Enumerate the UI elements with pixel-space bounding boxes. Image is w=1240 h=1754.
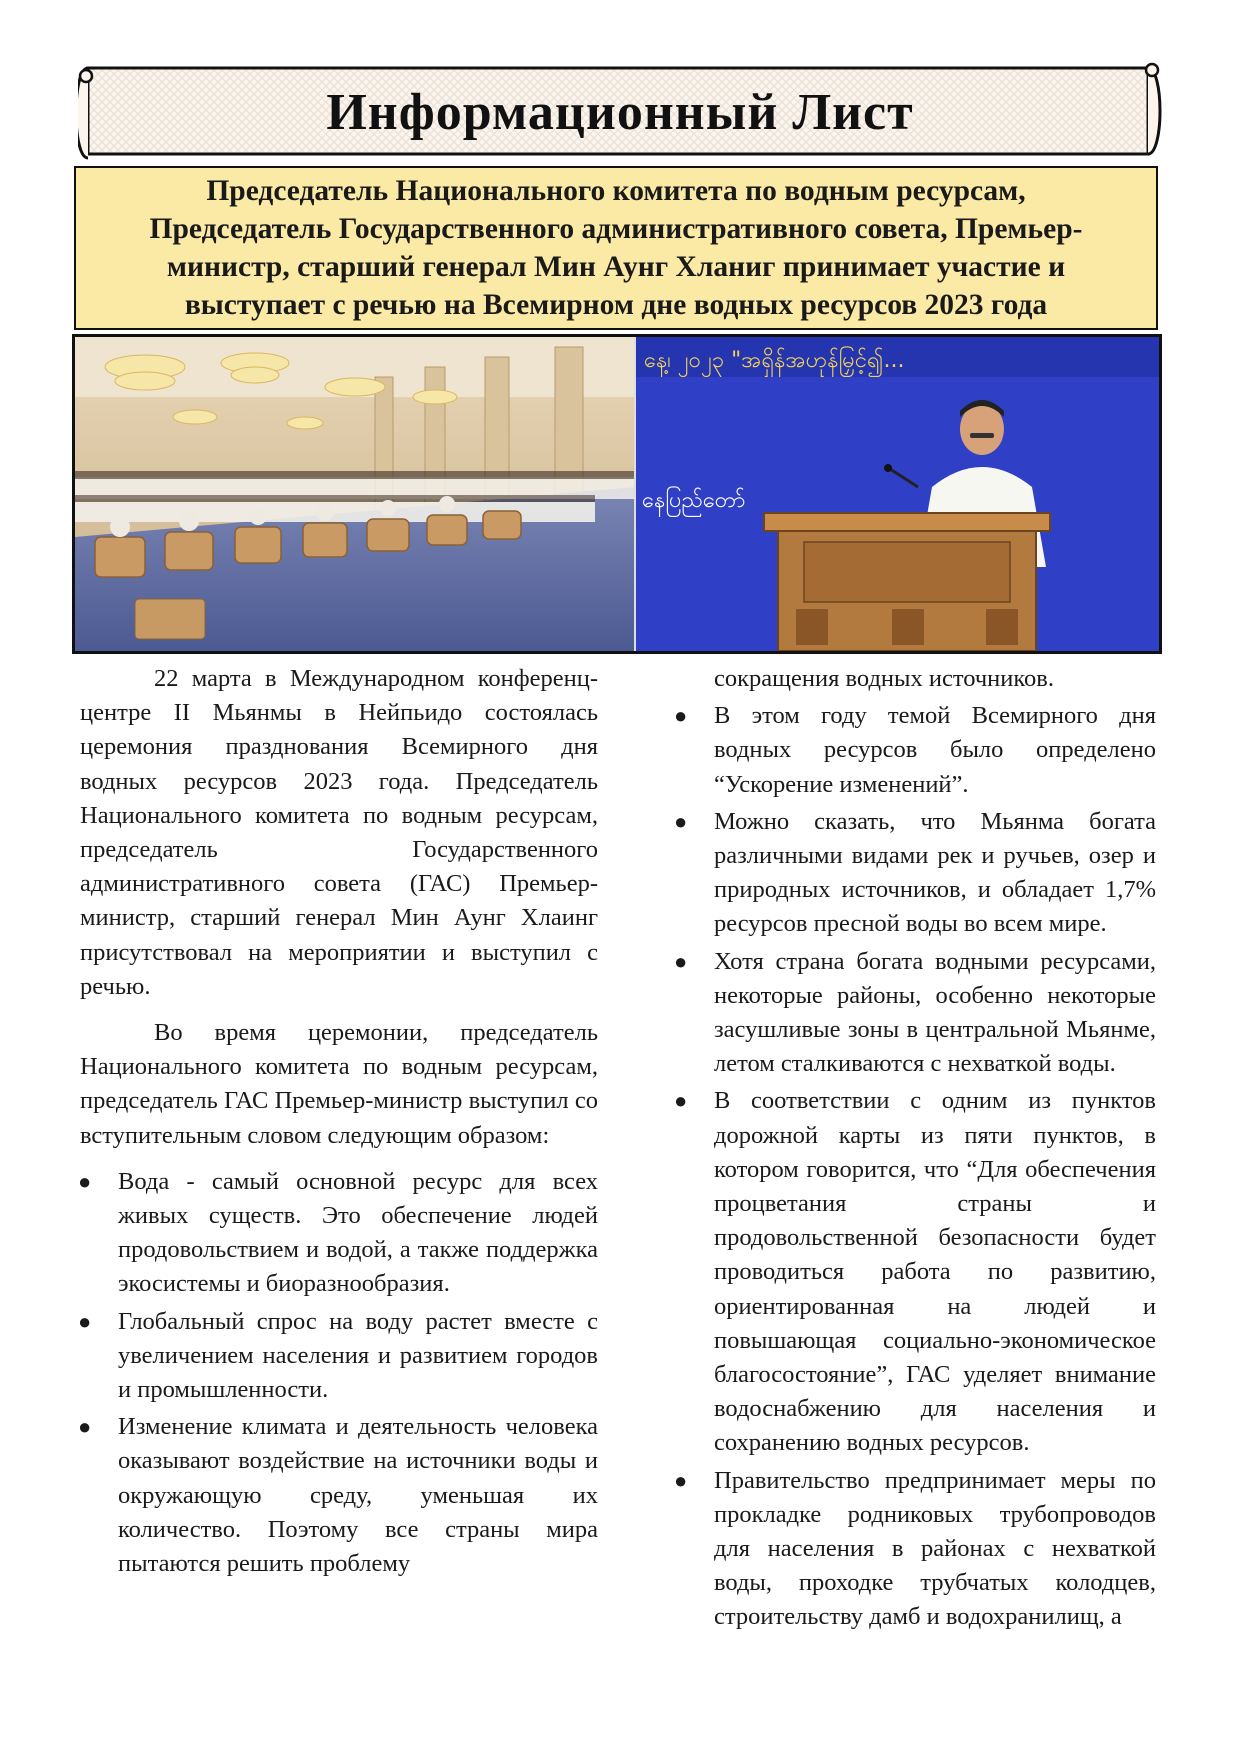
list-item	[676, 945, 1156, 1082]
paragraph: Во время церемонии, председатель Национального комитета по водным ресурсам, председатель ГАС Премьер-министр выступил со вступительным словом следующим образом:	[80, 1019, 598, 1149]
headline-line: министр, старший генерал Мин Аунг Хланиг принимает участие и	[166, 251, 1066, 283]
bullet-icon: ●	[674, 1467, 688, 1493]
title-banner	[78, 62, 1162, 162]
speaker-podium-photo	[634, 337, 1159, 651]
bullet-icon: ●	[78, 1308, 92, 1334]
photo-strip	[72, 334, 1162, 654]
list-item	[676, 1084, 1156, 1460]
list-item-text: В этом году темой Всемирного дня водных ресурсов было определено “Ускорение изменений”.	[714, 702, 1156, 798]
list-item-text: Изменение климата и деятельность человека оказывают воздействие на источники воды и окружающую среду, уменьшая их количество. Поэтому все страны мира пытаются решить проблему	[118, 1413, 598, 1578]
right-text-column	[676, 662, 1156, 1638]
list-item	[80, 1165, 598, 1302]
headline-line: Председатель Национального комитета по водным ресурсам,	[206, 175, 1026, 207]
list-item-text: Глобальный спрос на воду растет вместе с увеличением населения и развитием городов и промышленности.	[118, 1307, 598, 1404]
wall-script-text: နေပြည်တော်	[641, 488, 746, 513]
list-item	[80, 1305, 598, 1408]
bullet-icon: ●	[78, 1414, 92, 1440]
list-item-continuation	[676, 662, 1156, 696]
list-item-text: сокращения водных источников.	[714, 665, 1054, 692]
banner-script-text: နေ့၊ ၂၀၂၃ "အရှိန်အဟုန်မြှင့်၍...	[643, 348, 905, 373]
bullet-icon: ●	[674, 948, 688, 974]
page-title: Информационный Лист	[326, 83, 914, 141]
list-item	[80, 1410, 598, 1581]
list-item	[676, 805, 1156, 942]
headline-box	[74, 166, 1158, 330]
bullet-list	[80, 1165, 598, 1581]
list-item-text: Можно сказать, что Мьянма богата различными видами рек и ручьев, озер и природных источников, и обладает 1,7% ресурсов пресной воды во всем мире.	[714, 807, 1156, 938]
headline-text	[120, 172, 1113, 324]
headline-line: выступает с речью на Всемирном дне водных ресурсов 2023 года	[184, 289, 1048, 321]
bullet-icon: ●	[674, 703, 688, 729]
list-item	[676, 699, 1156, 802]
list-item-text: Правительство предпринимает меры по прокладке родниковых трубопроводов для населения в районах с нехваткой воды, проходке трубчатых колодцев, строительству дамб и водохранилищ, а	[714, 1466, 1156, 1631]
list-item	[676, 1464, 1156, 1635]
conference-hall-photo	[75, 337, 634, 651]
list-item-text: Вода - самый основной ресурс для всех живых существ. Это обеспечение людей продовольствием и водой, а также поддержка экосистемы и биоразнообразия.	[118, 1167, 598, 1298]
bullet-icon: ●	[674, 808, 688, 834]
list-item-text: Хотя страна богата водными ресурсами, некоторые районы, особенно некоторые засушливые зоны в центральной Мьянме, летом сталкиваются с нехваткой воды.	[714, 947, 1156, 1078]
bullet-icon: ●	[674, 1088, 688, 1114]
bullet-list	[676, 662, 1156, 1635]
list-item-text: В соответствии с одним из пунктов дорожной карты из пяти пунктов, в котором говорится, что “Для обеспечения процветания страны и продовольственной безопасности будет проводиться работа по развитию, ориентированная на людей и повышающая социально-экономическое благосостояние”, ГАС уделяет внимание водоснабжению для населения и сохранению водных ресурсов.	[714, 1087, 1156, 1457]
bullet-icon: ●	[78, 1168, 92, 1194]
headline-line: Председатель Государственного административного совета, Премьер-	[149, 213, 1083, 245]
paragraph: 22 марта в Международном конференц-центре II Мьянмы в Нейпьидо состоялась церемония празднования Всемирного дня водных ресурсов 2023 года. Председатель Национального комитета по водным ресурсам, председатель Государственного административного совета (ГАС) Премьер-министр, старший генерал Мин Аунг Хлаинг присутствовал на мероприятии и выступил с речью.	[80, 665, 598, 1000]
left-text-column	[80, 662, 598, 1584]
